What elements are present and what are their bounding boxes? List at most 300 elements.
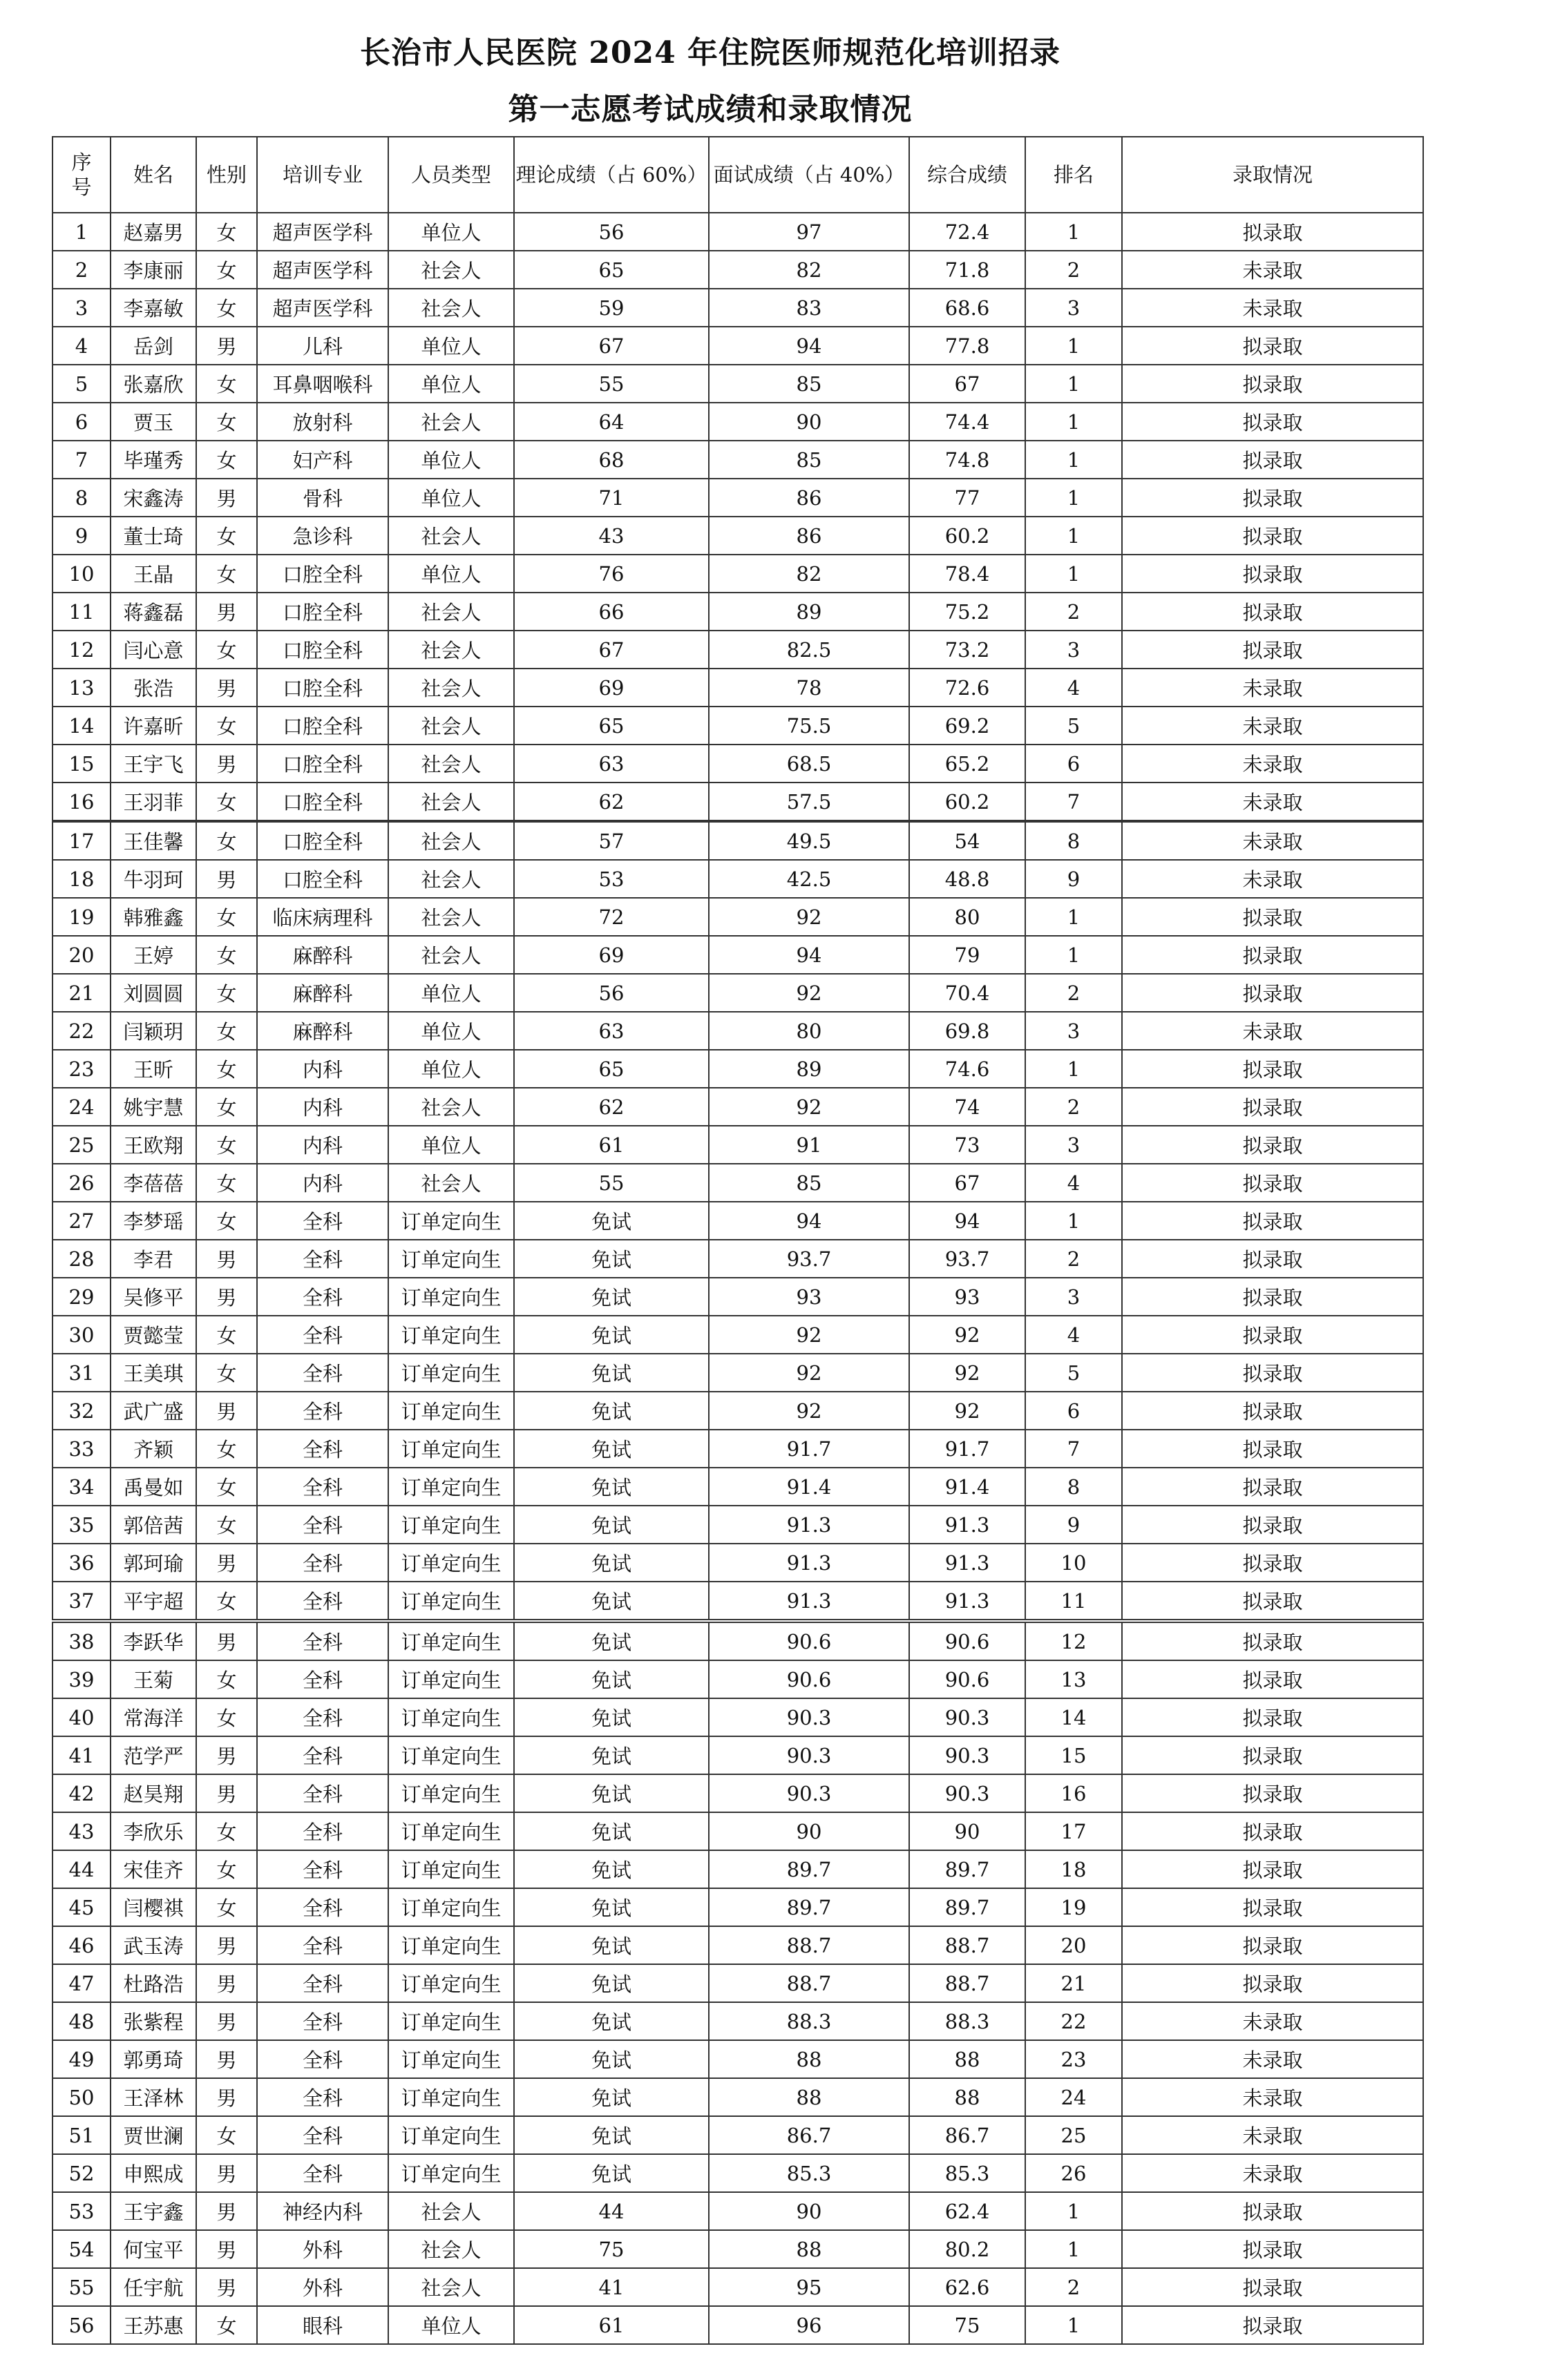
cell-name: 郭勇琦 bbox=[111, 2040, 196, 2078]
cell-person-type: 单位人 bbox=[388, 479, 514, 517]
cell-gender: 男 bbox=[196, 669, 257, 707]
cell-rank: 1 bbox=[1025, 2306, 1122, 2344]
cell-interview-score: 86.7 bbox=[709, 2116, 909, 2154]
cell-seq: 46 bbox=[53, 1926, 111, 1964]
cell-person-type: 订单定向生 bbox=[388, 1468, 514, 1506]
cell-admission-status: 拟录取 bbox=[1122, 1202, 1423, 1240]
cell-total-score: 91.3 bbox=[909, 1582, 1025, 1620]
cell-theory-score: 免试 bbox=[514, 1240, 709, 1278]
cell-gender: 男 bbox=[196, 2078, 257, 2116]
cell-interview-score: 80 bbox=[709, 1012, 909, 1050]
cell-specialty: 全科 bbox=[257, 1622, 388, 1660]
cell-total-score: 48.8 bbox=[909, 860, 1025, 898]
cell-seq: 42 bbox=[53, 1774, 111, 1812]
cell-rank: 1 bbox=[1025, 2192, 1122, 2230]
cell-theory-score: 67 bbox=[514, 631, 709, 669]
table-row bbox=[53, 1164, 1423, 1202]
cell-specialty: 全科 bbox=[257, 2154, 388, 2192]
cell-rank: 10 bbox=[1025, 1544, 1122, 1582]
cell-interview-score: 90.6 bbox=[709, 1622, 909, 1660]
cell-gender: 男 bbox=[196, 860, 257, 898]
cell-admission-status: 未录取 bbox=[1122, 251, 1423, 289]
cell-rank: 3 bbox=[1025, 1278, 1122, 1316]
cell-total-score: 91.3 bbox=[909, 1544, 1025, 1582]
table-row bbox=[53, 1506, 1423, 1544]
cell-total-score: 90 bbox=[909, 1812, 1025, 1850]
table-row bbox=[53, 2116, 1423, 2154]
cell-specialty: 口腔全科 bbox=[257, 631, 388, 669]
cell-rank: 2 bbox=[1025, 974, 1122, 1012]
cell-admission-status: 拟录取 bbox=[1122, 1544, 1423, 1582]
cell-person-type: 订单定向生 bbox=[388, 1544, 514, 1582]
cell-admission-status: 拟录取 bbox=[1122, 898, 1423, 936]
cell-admission-status: 拟录取 bbox=[1122, 1660, 1423, 1698]
table-row bbox=[53, 1430, 1423, 1468]
table-row bbox=[53, 822, 1423, 860]
cell-person-type: 单位人 bbox=[388, 327, 514, 365]
cell-interview-score: 88 bbox=[709, 2230, 909, 2268]
cell-gender: 女 bbox=[196, 1812, 257, 1850]
cell-rank: 4 bbox=[1025, 669, 1122, 707]
cell-person-type: 单位人 bbox=[388, 365, 514, 403]
cell-seq: 51 bbox=[53, 2116, 111, 2154]
cell-rank: 24 bbox=[1025, 2078, 1122, 2116]
cell-specialty: 口腔全科 bbox=[257, 669, 388, 707]
cell-specialty: 全科 bbox=[257, 1392, 388, 1430]
table-row bbox=[53, 289, 1423, 327]
cell-admission-status: 拟录取 bbox=[1122, 1316, 1423, 1354]
cell-rank: 26 bbox=[1025, 2154, 1122, 2192]
cell-person-type: 社会人 bbox=[388, 2230, 514, 2268]
table-row bbox=[53, 1354, 1423, 1392]
cell-seq: 11 bbox=[53, 593, 111, 631]
table-row bbox=[53, 669, 1423, 707]
cell-theory-score: 免试 bbox=[514, 2116, 709, 2154]
table-row bbox=[53, 1202, 1423, 1240]
cell-rank: 18 bbox=[1025, 1850, 1122, 1888]
cell-seq: 8 bbox=[53, 479, 111, 517]
cell-interview-score: 90 bbox=[709, 1812, 909, 1850]
cell-theory-score: 43 bbox=[514, 517, 709, 555]
cell-gender: 女 bbox=[196, 1126, 257, 1164]
table-row bbox=[53, 2306, 1423, 2344]
cell-interview-score: 49.5 bbox=[709, 822, 909, 860]
cell-theory-score: 53 bbox=[514, 860, 709, 898]
cell-person-type: 社会人 bbox=[388, 860, 514, 898]
cell-total-score: 86.7 bbox=[909, 2116, 1025, 2154]
cell-specialty: 全科 bbox=[257, 1506, 388, 1544]
cell-person-type: 社会人 bbox=[388, 669, 514, 707]
cell-gender: 女 bbox=[196, 707, 257, 745]
cell-total-score: 92 bbox=[909, 1354, 1025, 1392]
cell-gender: 女 bbox=[196, 1468, 257, 1506]
cell-admission-status: 拟录取 bbox=[1122, 1812, 1423, 1850]
table-row bbox=[53, 1888, 1423, 1926]
cell-rank: 16 bbox=[1025, 1774, 1122, 1812]
cell-interview-score: 97 bbox=[709, 213, 909, 251]
cell-theory-score: 免试 bbox=[514, 1736, 709, 1774]
cell-specialty: 全科 bbox=[257, 1660, 388, 1698]
cell-rank: 3 bbox=[1025, 1012, 1122, 1050]
cell-seq: 7 bbox=[53, 441, 111, 479]
cell-theory-score: 免试 bbox=[514, 1812, 709, 1850]
cell-name: 赵嘉男 bbox=[111, 213, 196, 251]
column-header-seq: 序号 bbox=[53, 137, 111, 213]
cell-total-score: 90.3 bbox=[909, 1774, 1025, 1812]
cell-name: 刘圆圆 bbox=[111, 974, 196, 1012]
cell-seq: 13 bbox=[53, 669, 111, 707]
cell-person-type: 社会人 bbox=[388, 289, 514, 327]
cell-total-score: 91.7 bbox=[909, 1430, 1025, 1468]
cell-specialty: 儿科 bbox=[257, 327, 388, 365]
cell-theory-score: 61 bbox=[514, 1126, 709, 1164]
cell-rank: 3 bbox=[1025, 289, 1122, 327]
cell-theory-score: 免试 bbox=[514, 1582, 709, 1620]
cell-interview-score: 88 bbox=[709, 2040, 909, 2078]
table-row bbox=[53, 2154, 1423, 2192]
cell-gender: 女 bbox=[196, 974, 257, 1012]
cell-seq: 4 bbox=[53, 327, 111, 365]
cell-theory-score: 61 bbox=[514, 2306, 709, 2344]
cell-interview-score: 92 bbox=[709, 1392, 909, 1430]
cell-total-score: 93 bbox=[909, 1278, 1025, 1316]
cell-rank: 3 bbox=[1025, 1126, 1122, 1164]
table-row bbox=[53, 707, 1423, 745]
cell-seq: 31 bbox=[53, 1354, 111, 1392]
cell-admission-status: 拟录取 bbox=[1122, 593, 1423, 631]
cell-admission-status: 拟录取 bbox=[1122, 213, 1423, 251]
cell-admission-status: 拟录取 bbox=[1122, 1240, 1423, 1278]
cell-name: 禹曼如 bbox=[111, 1468, 196, 1506]
table-row bbox=[53, 1698, 1423, 1736]
cell-theory-score: 免试 bbox=[514, 1506, 709, 1544]
cell-person-type: 订单定向生 bbox=[388, 1430, 514, 1468]
cell-person-type: 订单定向生 bbox=[388, 1888, 514, 1926]
cell-name: 韩雅鑫 bbox=[111, 898, 196, 936]
cell-total-score: 80.2 bbox=[909, 2230, 1025, 2268]
cell-total-score: 75.2 bbox=[909, 593, 1025, 631]
cell-total-score: 89.7 bbox=[909, 1888, 1025, 1926]
table-row bbox=[53, 1850, 1423, 1888]
cell-specialty: 全科 bbox=[257, 1240, 388, 1278]
cell-rank: 9 bbox=[1025, 860, 1122, 898]
cell-name: 武玉涛 bbox=[111, 1926, 196, 1964]
cell-total-score: 91.3 bbox=[909, 1506, 1025, 1544]
cell-total-score: 74 bbox=[909, 1088, 1025, 1126]
column-header-admission-status: 录取情况 bbox=[1122, 137, 1423, 213]
cell-specialty: 全科 bbox=[257, 1202, 388, 1240]
cell-admission-status: 拟录取 bbox=[1122, 1926, 1423, 1964]
cell-theory-score: 62 bbox=[514, 783, 709, 820]
cell-rank: 6 bbox=[1025, 1392, 1122, 1430]
cell-specialty: 麻醉科 bbox=[257, 1012, 388, 1050]
cell-specialty: 妇产科 bbox=[257, 441, 388, 479]
cell-theory-score: 56 bbox=[514, 213, 709, 251]
cell-specialty: 外科 bbox=[257, 2230, 388, 2268]
cell-name: 王宇飞 bbox=[111, 745, 196, 783]
table-row bbox=[53, 2230, 1423, 2268]
cell-name: 闫颖玥 bbox=[111, 1012, 196, 1050]
cell-specialty: 内科 bbox=[257, 1088, 388, 1126]
column-header-name: 姓名 bbox=[111, 137, 196, 213]
cell-name: 李君 bbox=[111, 1240, 196, 1278]
cell-theory-score: 59 bbox=[514, 289, 709, 327]
table-row bbox=[53, 631, 1423, 669]
cell-name: 赵昊翔 bbox=[111, 1774, 196, 1812]
cell-admission-status: 未录取 bbox=[1122, 860, 1423, 898]
cell-name: 张紫程 bbox=[111, 2002, 196, 2040]
cell-specialty: 骨科 bbox=[257, 479, 388, 517]
cell-name: 郭倍茜 bbox=[111, 1506, 196, 1544]
cell-rank: 15 bbox=[1025, 1736, 1122, 1774]
cell-theory-score: 62 bbox=[514, 1088, 709, 1126]
cell-name: 常海洋 bbox=[111, 1698, 196, 1736]
cell-specialty: 全科 bbox=[257, 1850, 388, 1888]
cell-interview-score: 91 bbox=[709, 1126, 909, 1164]
cell-admission-status: 拟录取 bbox=[1122, 1050, 1423, 1088]
cell-specialty: 全科 bbox=[257, 1582, 388, 1620]
cell-seq: 37 bbox=[53, 1582, 111, 1620]
cell-theory-score: 免试 bbox=[514, 1544, 709, 1582]
cell-rank: 2 bbox=[1025, 593, 1122, 631]
cell-seq: 34 bbox=[53, 1468, 111, 1506]
cell-total-score: 73.2 bbox=[909, 631, 1025, 669]
cell-seq: 38 bbox=[53, 1622, 111, 1660]
cell-specialty: 全科 bbox=[257, 1430, 388, 1468]
cell-specialty: 全科 bbox=[257, 2040, 388, 2078]
cell-gender: 男 bbox=[196, 2154, 257, 2192]
cell-total-score: 90.6 bbox=[909, 1622, 1025, 1660]
cell-admission-status: 拟录取 bbox=[1122, 1850, 1423, 1888]
cell-name: 平宇超 bbox=[111, 1582, 196, 1620]
column-header-person-type: 人员类型 bbox=[388, 137, 514, 213]
cell-total-score: 62.4 bbox=[909, 2192, 1025, 2230]
cell-person-type: 订单定向生 bbox=[388, 1812, 514, 1850]
cell-total-score: 88 bbox=[909, 2040, 1025, 2078]
cell-rank: 13 bbox=[1025, 1660, 1122, 1698]
cell-interview-score: 75.5 bbox=[709, 707, 909, 745]
cell-gender: 男 bbox=[196, 1278, 257, 1316]
cell-person-type: 单位人 bbox=[388, 555, 514, 593]
table-row bbox=[53, 1774, 1423, 1812]
cell-rank: 1 bbox=[1025, 327, 1122, 365]
cell-interview-score: 86 bbox=[709, 479, 909, 517]
table-row bbox=[53, 1812, 1423, 1850]
cell-admission-status: 拟录取 bbox=[1122, 1430, 1423, 1468]
cell-specialty: 全科 bbox=[257, 1468, 388, 1506]
table-row bbox=[53, 1964, 1423, 2002]
cell-interview-score: 90.3 bbox=[709, 1736, 909, 1774]
column-header-interview-score: 面试成绩（占 40%） bbox=[709, 137, 909, 213]
cell-seq: 43 bbox=[53, 1812, 111, 1850]
cell-seq: 48 bbox=[53, 2002, 111, 2040]
cell-total-score: 72.4 bbox=[909, 213, 1025, 251]
cell-theory-score: 64 bbox=[514, 403, 709, 441]
cell-seq: 36 bbox=[53, 1544, 111, 1582]
cell-interview-score: 85 bbox=[709, 441, 909, 479]
cell-admission-status: 未录取 bbox=[1122, 783, 1423, 820]
cell-admission-status: 未录取 bbox=[1122, 745, 1423, 783]
cell-specialty: 内科 bbox=[257, 1164, 388, 1202]
cell-name: 姚宇慧 bbox=[111, 1088, 196, 1126]
cell-name: 董士琦 bbox=[111, 517, 196, 555]
cell-theory-score: 63 bbox=[514, 1012, 709, 1050]
cell-seq: 2 bbox=[53, 251, 111, 289]
cell-name: 宋佳齐 bbox=[111, 1850, 196, 1888]
cell-admission-status: 拟录取 bbox=[1122, 2268, 1423, 2306]
cell-admission-status: 拟录取 bbox=[1122, 327, 1423, 365]
cell-person-type: 订单定向生 bbox=[388, 1316, 514, 1354]
cell-total-score: 75 bbox=[909, 2306, 1025, 2344]
column-header-specialty: 培训专业 bbox=[257, 137, 388, 213]
cell-name: 杜路浩 bbox=[111, 1964, 196, 2002]
results-table-part-2 bbox=[52, 821, 1424, 1620]
cell-specialty: 临床病理科 bbox=[257, 898, 388, 936]
cell-theory-score: 63 bbox=[514, 745, 709, 783]
cell-gender: 女 bbox=[196, 365, 257, 403]
cell-gender: 女 bbox=[196, 2306, 257, 2344]
cell-theory-score: 免试 bbox=[514, 1926, 709, 1964]
cell-name: 任宇航 bbox=[111, 2268, 196, 2306]
cell-gender: 女 bbox=[196, 289, 257, 327]
table-row bbox=[53, 1088, 1423, 1126]
cell-specialty: 全科 bbox=[257, 2002, 388, 2040]
table-row bbox=[53, 2078, 1423, 2116]
cell-rank: 17 bbox=[1025, 1812, 1122, 1850]
cell-interview-score: 94 bbox=[709, 936, 909, 974]
table-row bbox=[53, 1316, 1423, 1354]
table-row bbox=[53, 1050, 1423, 1088]
table-row bbox=[53, 783, 1423, 820]
cell-rank: 20 bbox=[1025, 1926, 1122, 1964]
cell-interview-score: 88 bbox=[709, 2078, 909, 2116]
cell-admission-status: 拟录取 bbox=[1122, 1506, 1423, 1544]
table-row bbox=[53, 1468, 1423, 1506]
cell-theory-score: 75 bbox=[514, 2230, 709, 2268]
cell-name: 王美琪 bbox=[111, 1354, 196, 1392]
cell-specialty: 全科 bbox=[257, 1774, 388, 1812]
cell-interview-score: 94 bbox=[709, 1202, 909, 1240]
cell-seq: 33 bbox=[53, 1430, 111, 1468]
cell-total-score: 88.3 bbox=[909, 2002, 1025, 2040]
cell-interview-score: 89 bbox=[709, 1050, 909, 1088]
table-row bbox=[53, 898, 1423, 936]
cell-admission-status: 拟录取 bbox=[1122, 517, 1423, 555]
cell-name: 张浩 bbox=[111, 669, 196, 707]
cell-gender: 女 bbox=[196, 251, 257, 289]
cell-specialty: 麻醉科 bbox=[257, 936, 388, 974]
cell-seq: 18 bbox=[53, 860, 111, 898]
cell-total-score: 91.4 bbox=[909, 1468, 1025, 1506]
cell-seq: 56 bbox=[53, 2306, 111, 2344]
cell-interview-score: 88.3 bbox=[709, 2002, 909, 2040]
cell-theory-score: 免试 bbox=[514, 1354, 709, 1392]
cell-person-type: 订单定向生 bbox=[388, 1506, 514, 1544]
cell-theory-score: 免试 bbox=[514, 1316, 709, 1354]
cell-admission-status: 拟录取 bbox=[1122, 1088, 1423, 1126]
cell-gender: 男 bbox=[196, 2268, 257, 2306]
cell-admission-status: 拟录取 bbox=[1122, 1582, 1423, 1620]
cell-total-score: 80 bbox=[909, 898, 1025, 936]
cell-person-type: 订单定向生 bbox=[388, 1582, 514, 1620]
cell-total-score: 90.3 bbox=[909, 1736, 1025, 1774]
table-row bbox=[53, 479, 1423, 517]
cell-admission-status: 未录取 bbox=[1122, 2116, 1423, 2154]
cell-person-type: 单位人 bbox=[388, 213, 514, 251]
cell-theory-score: 免试 bbox=[514, 1278, 709, 1316]
cell-theory-score: 65 bbox=[514, 251, 709, 289]
cell-admission-status: 拟录取 bbox=[1122, 1278, 1423, 1316]
cell-seq: 16 bbox=[53, 783, 111, 820]
cell-interview-score: 92 bbox=[709, 1354, 909, 1392]
cell-interview-score: 68.5 bbox=[709, 745, 909, 783]
cell-interview-score: 92 bbox=[709, 898, 909, 936]
cell-rank: 2 bbox=[1025, 1088, 1122, 1126]
cell-rank: 25 bbox=[1025, 2116, 1122, 2154]
cell-interview-score: 89.7 bbox=[709, 1888, 909, 1926]
cell-interview-score: 82 bbox=[709, 555, 909, 593]
table-row bbox=[53, 1582, 1423, 1620]
cell-gender: 女 bbox=[196, 1582, 257, 1620]
cell-admission-status: 拟录取 bbox=[1122, 555, 1423, 593]
cell-total-score: 65.2 bbox=[909, 745, 1025, 783]
cell-interview-score: 91.3 bbox=[709, 1544, 909, 1582]
cell-total-score: 60.2 bbox=[909, 783, 1025, 820]
cell-person-type: 订单定向生 bbox=[388, 1850, 514, 1888]
cell-name: 闫心意 bbox=[111, 631, 196, 669]
table-row bbox=[53, 403, 1423, 441]
cell-theory-score: 免试 bbox=[514, 1850, 709, 1888]
cell-interview-score: 82 bbox=[709, 251, 909, 289]
cell-gender: 女 bbox=[196, 441, 257, 479]
cell-gender: 女 bbox=[196, 1012, 257, 1050]
cell-person-type: 社会人 bbox=[388, 2268, 514, 2306]
cell-rank: 5 bbox=[1025, 707, 1122, 745]
cell-total-score: 79 bbox=[909, 936, 1025, 974]
cell-theory-score: 44 bbox=[514, 2192, 709, 2230]
cell-admission-status: 拟录取 bbox=[1122, 1164, 1423, 1202]
cell-specialty: 口腔全科 bbox=[257, 593, 388, 631]
cell-seq: 23 bbox=[53, 1050, 111, 1088]
cell-admission-status: 未录取 bbox=[1122, 822, 1423, 860]
cell-rank: 1 bbox=[1025, 517, 1122, 555]
cell-person-type: 单位人 bbox=[388, 1050, 514, 1088]
cell-rank: 1 bbox=[1025, 1050, 1122, 1088]
cell-specialty: 口腔全科 bbox=[257, 783, 388, 820]
cell-rank: 1 bbox=[1025, 479, 1122, 517]
cell-theory-score: 免试 bbox=[514, 1430, 709, 1468]
cell-specialty: 眼科 bbox=[257, 2306, 388, 2344]
cell-theory-score: 72 bbox=[514, 898, 709, 936]
cell-seq: 40 bbox=[53, 1698, 111, 1736]
cell-theory-score: 57 bbox=[514, 822, 709, 860]
column-header-gender: 性别 bbox=[196, 137, 257, 213]
cell-seq: 47 bbox=[53, 1964, 111, 2002]
cell-name: 范学严 bbox=[111, 1736, 196, 1774]
cell-specialty: 放射科 bbox=[257, 403, 388, 441]
cell-seq: 26 bbox=[53, 1164, 111, 1202]
cell-total-score: 69.2 bbox=[909, 707, 1025, 745]
cell-rank: 1 bbox=[1025, 555, 1122, 593]
cell-admission-status: 拟录取 bbox=[1122, 974, 1423, 1012]
cell-gender: 男 bbox=[196, 593, 257, 631]
cell-rank: 4 bbox=[1025, 1316, 1122, 1354]
cell-theory-score: 免试 bbox=[514, 2040, 709, 2078]
cell-specialty: 麻醉科 bbox=[257, 974, 388, 1012]
cell-interview-score: 93 bbox=[709, 1278, 909, 1316]
cell-specialty: 全科 bbox=[257, 1316, 388, 1354]
cell-interview-score: 86 bbox=[709, 517, 909, 555]
